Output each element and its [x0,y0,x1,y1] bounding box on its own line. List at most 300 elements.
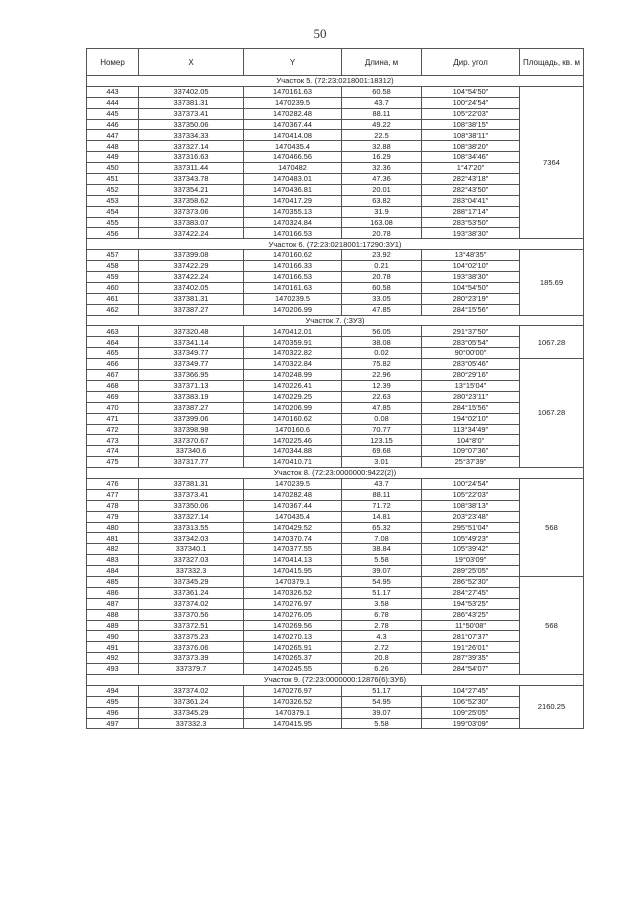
dir-angle-cell: 109°07'36" [422,446,520,457]
point-number-cell: 486 [87,587,139,598]
dir-angle-cell: 100°24'54" [422,97,520,108]
x-coord-cell: 337387.27 [139,304,244,315]
table-row [87,707,584,718]
point-number-cell: 496 [87,707,139,718]
y-coord-cell: 1470229.25 [244,391,342,402]
point-number-cell: 490 [87,631,139,642]
point-number-cell: 457 [87,250,139,261]
table-row [87,478,584,489]
point-number-cell: 480 [87,522,139,533]
section-title: Участок 9. (72:23:0000000:12876(6):ЗУ6) [87,674,584,685]
dir-angle-cell: 284°15'56" [422,402,520,413]
table-row [87,348,584,359]
x-coord-cell: 337399.08 [139,250,244,261]
x-coord-cell: 337370.67 [139,435,244,446]
header-y: Y [244,49,342,76]
length-cell: 12.39 [342,380,422,391]
dir-angle-cell: 283°53'50" [422,217,520,228]
y-coord-cell: 1470245.55 [244,664,342,675]
y-coord-cell: 1470324.84 [244,217,342,228]
point-number-cell: 463 [87,326,139,337]
y-coord-cell: 1470206.99 [244,304,342,315]
table-row [87,696,584,707]
x-coord-cell: 337327.14 [139,511,244,522]
length-cell: 0.08 [342,413,422,424]
x-coord-cell: 337374.02 [139,598,244,609]
table-row [87,631,584,642]
point-number-cell: 473 [87,435,139,446]
area-cell: 1067.28 [520,326,584,359]
dir-angle-cell: 284°27'45" [422,587,520,598]
length-cell: 56.05 [342,326,422,337]
y-coord-cell: 1470322.82 [244,348,342,359]
section-title: Участок 6. (72:23:0218001:17290:ЗУ1) [87,239,584,250]
x-coord-cell: 337373.41 [139,489,244,500]
coordinates-table [86,48,584,729]
y-coord-cell: 1470276.97 [244,685,342,696]
dir-angle-cell: 113°34'49" [422,424,520,435]
length-cell: 65.32 [342,522,422,533]
point-number-cell: 472 [87,424,139,435]
table-row [87,609,584,620]
length-cell: 31.9 [342,206,422,217]
y-coord-cell: 1470248.99 [244,370,342,381]
point-number-cell: 444 [87,97,139,108]
point-number-cell: 493 [87,664,139,675]
length-cell: 54.95 [342,696,422,707]
x-coord-cell: 337361.24 [139,696,244,707]
dir-angle-cell: 194°53'25" [422,598,520,609]
section-row [87,315,584,326]
length-cell: 22.96 [342,370,422,381]
x-coord-cell: 337327.03 [139,555,244,566]
y-coord-cell: 1470414.08 [244,130,342,141]
table-row [87,337,584,348]
x-coord-cell: 337334.33 [139,130,244,141]
length-cell: 51.17 [342,685,422,696]
length-cell: 123.15 [342,435,422,446]
table-row [87,195,584,206]
point-number-cell: 497 [87,718,139,729]
point-number-cell: 479 [87,511,139,522]
x-coord-cell: 337311.44 [139,163,244,174]
length-cell: 0.02 [342,348,422,359]
dir-angle-cell: 284°15'56" [422,304,520,315]
header-length: Длина, м [342,49,422,76]
length-cell: 20.78 [342,228,422,239]
length-cell: 4.3 [342,631,422,642]
dir-angle-cell: 203°23'48" [422,511,520,522]
dir-angle-cell: 283°05'46" [422,359,520,370]
dir-angle-cell: 283°05'54" [422,337,520,348]
x-coord-cell: 337373.39 [139,653,244,664]
x-coord-cell: 337422.24 [139,272,244,283]
table-row [87,424,584,435]
dir-angle-cell: 104°54'50" [422,282,520,293]
length-cell: 38.84 [342,544,422,555]
length-cell: 20.01 [342,184,422,195]
y-coord-cell: 1470166.33 [244,261,342,272]
y-coord-cell: 1470412.01 [244,326,342,337]
table-row [87,620,584,631]
table-row [87,119,584,130]
x-coord-cell: 337379.7 [139,664,244,675]
x-coord-cell: 337332.3 [139,718,244,729]
x-coord-cell: 337320.48 [139,326,244,337]
length-cell: 6.26 [342,664,422,675]
point-number-cell: 471 [87,413,139,424]
header-number: Номер [87,49,139,76]
x-coord-cell: 337372.51 [139,620,244,631]
dir-angle-cell: 289°25'05" [422,566,520,577]
table-row [87,261,584,272]
point-number-cell: 443 [87,86,139,97]
point-number-cell: 461 [87,293,139,304]
table-row [87,152,584,163]
y-coord-cell: 1470239.5 [244,97,342,108]
y-coord-cell: 1470379.1 [244,707,342,718]
dir-angle-cell: 291°37'50" [422,326,520,337]
x-coord-cell: 337383.07 [139,217,244,228]
length-cell: 63.82 [342,195,422,206]
point-number-cell: 449 [87,152,139,163]
table-row [87,163,584,174]
x-coord-cell: 337381.31 [139,97,244,108]
y-coord-cell: 1470410.71 [244,457,342,468]
y-coord-cell: 1470435.4 [244,511,342,522]
y-coord-cell: 1470379.1 [244,576,342,587]
length-cell: 54.95 [342,576,422,587]
y-coord-cell: 1470436.81 [244,184,342,195]
table-row [87,217,584,228]
table-row [87,130,584,141]
table-row [87,522,584,533]
length-cell: 32.88 [342,141,422,152]
dir-angle-cell: 13°15'04" [422,380,520,391]
point-number-cell: 474 [87,446,139,457]
length-cell: 43.7 [342,97,422,108]
section-title: Участок 7. (:ЗУ3) [87,315,584,326]
y-coord-cell: 1470166.53 [244,228,342,239]
dir-angle-cell: 280°23'11" [422,391,520,402]
dir-angle-cell: 108°38'13" [422,500,520,511]
x-coord-cell: 337354.21 [139,184,244,195]
x-coord-cell: 337381.31 [139,293,244,304]
dir-angle-cell: 105°39'42" [422,544,520,555]
x-coord-cell: 337345.29 [139,576,244,587]
length-cell: 47.36 [342,174,422,185]
y-coord-cell: 1470160.62 [244,250,342,261]
dir-angle-cell: 286°43'25" [422,609,520,620]
point-number-cell: 484 [87,566,139,577]
x-coord-cell: 337342.03 [139,533,244,544]
dir-angle-cell: 283°04'41" [422,195,520,206]
table-row [87,653,584,664]
length-cell: 47.85 [342,304,422,315]
x-coord-cell: 337340.6 [139,446,244,457]
point-number-cell: 482 [87,544,139,555]
table-row [87,326,584,337]
table-row [87,500,584,511]
x-coord-cell: 337375.23 [139,631,244,642]
x-coord-cell: 337387.27 [139,402,244,413]
table-row [87,370,584,381]
y-coord-cell: 1470355.13 [244,206,342,217]
table-row [87,293,584,304]
length-cell: 0.21 [342,261,422,272]
y-coord-cell: 1470415.95 [244,566,342,577]
y-coord-cell: 1470367.44 [244,119,342,130]
point-number-cell: 494 [87,685,139,696]
section-title: Участок 8. (72:23:0000000:9422(2)) [87,468,584,479]
point-number-cell: 460 [87,282,139,293]
x-coord-cell: 337366.95 [139,370,244,381]
dir-angle-cell: 13°48'35" [422,250,520,261]
dir-angle-cell: 280°29'16" [422,370,520,381]
section-row [87,76,584,87]
point-number-cell: 477 [87,489,139,500]
x-coord-cell: 337313.55 [139,522,244,533]
table-row [87,718,584,729]
dir-angle-cell: 193°38'30" [422,228,520,239]
y-coord-cell: 1470226.41 [244,380,342,391]
length-cell: 71.72 [342,500,422,511]
dir-angle-cell: 1°47'20" [422,163,520,174]
y-coord-cell: 1470161.63 [244,86,342,97]
point-number-cell: 466 [87,359,139,370]
point-number-cell: 464 [87,337,139,348]
table-row [87,206,584,217]
point-number-cell: 495 [87,696,139,707]
dir-angle-cell: 199°03'09" [422,718,520,729]
y-coord-cell: 1470161.63 [244,282,342,293]
x-coord-cell: 337399.06 [139,413,244,424]
x-coord-cell: 337317.77 [139,457,244,468]
x-coord-cell: 337374.02 [139,685,244,696]
table-row [87,533,584,544]
dir-angle-cell: 109°25'05" [422,707,520,718]
point-number-cell: 487 [87,598,139,609]
table-row [87,282,584,293]
dir-angle-cell: 282°43'18" [422,174,520,185]
point-number-cell: 454 [87,206,139,217]
dir-angle-cell: 194°02'10" [422,413,520,424]
y-coord-cell: 1470367.44 [244,500,342,511]
point-number-cell: 453 [87,195,139,206]
table-row [87,511,584,522]
point-number-cell: 470 [87,402,139,413]
length-cell: 75.82 [342,359,422,370]
dir-angle-cell: 282°43'50" [422,184,520,195]
y-coord-cell: 1470276.97 [244,598,342,609]
area-cell: 568 [520,478,584,576]
table-row [87,664,584,675]
length-cell: 69.68 [342,446,422,457]
x-coord-cell: 337376.06 [139,642,244,653]
y-coord-cell: 1470166.53 [244,272,342,283]
y-coord-cell: 1470359.91 [244,337,342,348]
dir-angle-cell: 100°24'54" [422,478,520,489]
y-coord-cell: 1470265.37 [244,653,342,664]
y-coord-cell: 1470282.48 [244,489,342,500]
dir-angle-cell: 108°38'20" [422,141,520,152]
header-dir-angle: Дир. угол [422,49,520,76]
x-coord-cell: 337341.14 [139,337,244,348]
table-row [87,598,584,609]
length-cell: 33.05 [342,293,422,304]
dir-angle-cell: 90°00'00" [422,348,520,359]
y-coord-cell: 1470326.52 [244,587,342,598]
table-row [87,413,584,424]
point-number-cell: 456 [87,228,139,239]
length-cell: 88.11 [342,489,422,500]
length-cell: 22.63 [342,391,422,402]
y-coord-cell: 1470344.88 [244,446,342,457]
area-cell: 7364 [520,86,584,238]
y-coord-cell: 1470417.29 [244,195,342,206]
y-coord-cell: 1470160.6 [244,424,342,435]
y-coord-cell: 1470225.46 [244,435,342,446]
table-row [87,391,584,402]
point-number-cell: 446 [87,119,139,130]
point-number-cell: 465 [87,348,139,359]
table-row [87,86,584,97]
table-row [87,435,584,446]
dir-angle-cell: 105°49'23" [422,533,520,544]
y-coord-cell: 1470322.84 [244,359,342,370]
y-coord-cell: 1470435.4 [244,141,342,152]
table-row [87,174,584,185]
dir-angle-cell: 108°38'11" [422,130,520,141]
x-coord-cell: 337422.24 [139,228,244,239]
table-row [87,566,584,577]
header-area: Площадь, кв. м [520,49,584,76]
length-cell: 47.85 [342,402,422,413]
x-coord-cell: 337349.77 [139,348,244,359]
length-cell: 3.58 [342,598,422,609]
x-coord-cell: 337402.05 [139,282,244,293]
section-row [87,239,584,250]
dir-angle-cell: 191°26'01" [422,642,520,653]
dir-angle-cell: 25°37'39" [422,457,520,468]
length-cell: 20.78 [342,272,422,283]
table-row [87,544,584,555]
table-row [87,108,584,119]
y-coord-cell: 1470160.62 [244,413,342,424]
table-row [87,228,584,239]
x-coord-cell: 337381.31 [139,478,244,489]
area-cell: 185.69 [520,250,584,315]
y-coord-cell: 1470265.91 [244,642,342,653]
section-row [87,468,584,479]
point-number-cell: 491 [87,642,139,653]
point-number-cell: 445 [87,108,139,119]
length-cell: 39.07 [342,566,422,577]
table-row [87,304,584,315]
dir-angle-cell: 280°23'19" [422,293,520,304]
table-row [87,402,584,413]
table-row [87,576,584,587]
length-cell: 14.81 [342,511,422,522]
y-coord-cell: 1470370.74 [244,533,342,544]
length-cell: 38.08 [342,337,422,348]
x-coord-cell: 337402.05 [139,86,244,97]
point-number-cell: 462 [87,304,139,315]
point-number-cell: 483 [87,555,139,566]
length-cell: 88.11 [342,108,422,119]
length-cell: 49.22 [342,119,422,130]
dir-angle-cell: 281°07'37" [422,631,520,642]
table-row [87,359,584,370]
x-coord-cell: 337327.14 [139,141,244,152]
point-number-cell: 459 [87,272,139,283]
y-coord-cell: 1470483.01 [244,174,342,185]
area-cell: 1067.28 [520,359,584,468]
length-cell: 163.08 [342,217,422,228]
x-coord-cell: 337373.06 [139,206,244,217]
dir-angle-cell: 104°02'10" [422,261,520,272]
dir-angle-cell: 104°54'50" [422,86,520,97]
area-cell: 2160.25 [520,685,584,729]
dir-angle-cell: 287°39'35" [422,653,520,664]
dir-angle-cell: 11°50'08" [422,620,520,631]
point-number-cell: 485 [87,576,139,587]
y-coord-cell: 1470414.13 [244,555,342,566]
x-coord-cell: 337340.1 [139,544,244,555]
dir-angle-cell: 106°52'30" [422,696,520,707]
y-coord-cell: 1470377.55 [244,544,342,555]
length-cell: 2.78 [342,620,422,631]
point-number-cell: 475 [87,457,139,468]
length-cell: 23.92 [342,250,422,261]
table-row [87,587,584,598]
x-coord-cell: 337343.78 [139,174,244,185]
table-row [87,457,584,468]
table-row [87,184,584,195]
point-number-cell: 469 [87,391,139,402]
point-number-cell: 488 [87,609,139,620]
y-coord-cell: 1470466.56 [244,152,342,163]
length-cell: 22.5 [342,130,422,141]
length-cell: 32.36 [342,163,422,174]
dir-angle-cell: 193°38'30" [422,272,520,283]
point-number-cell: 451 [87,174,139,185]
x-coord-cell: 337398.98 [139,424,244,435]
length-cell: 6.78 [342,609,422,620]
x-coord-cell: 337371.13 [139,380,244,391]
y-coord-cell: 1470270.13 [244,631,342,642]
table-row [87,250,584,261]
y-coord-cell: 1470269.56 [244,620,342,631]
x-coord-cell: 337358.62 [139,195,244,206]
x-coord-cell: 337361.24 [139,587,244,598]
table-row [87,446,584,457]
point-number-cell: 489 [87,620,139,631]
table-row [87,380,584,391]
dir-angle-cell: 286°52'30" [422,576,520,587]
dir-angle-cell: 284°54'07" [422,664,520,675]
x-coord-cell: 337332.3 [139,566,244,577]
dir-angle-cell: 104°8'0" [422,435,520,446]
table-row [87,555,584,566]
point-number-cell: 458 [87,261,139,272]
length-cell: 51.17 [342,587,422,598]
x-coord-cell: 337350.06 [139,119,244,130]
section-row [87,674,584,685]
x-coord-cell: 337349.77 [139,359,244,370]
length-cell: 60.58 [342,86,422,97]
dir-angle-cell: 288°17'14" [422,206,520,217]
